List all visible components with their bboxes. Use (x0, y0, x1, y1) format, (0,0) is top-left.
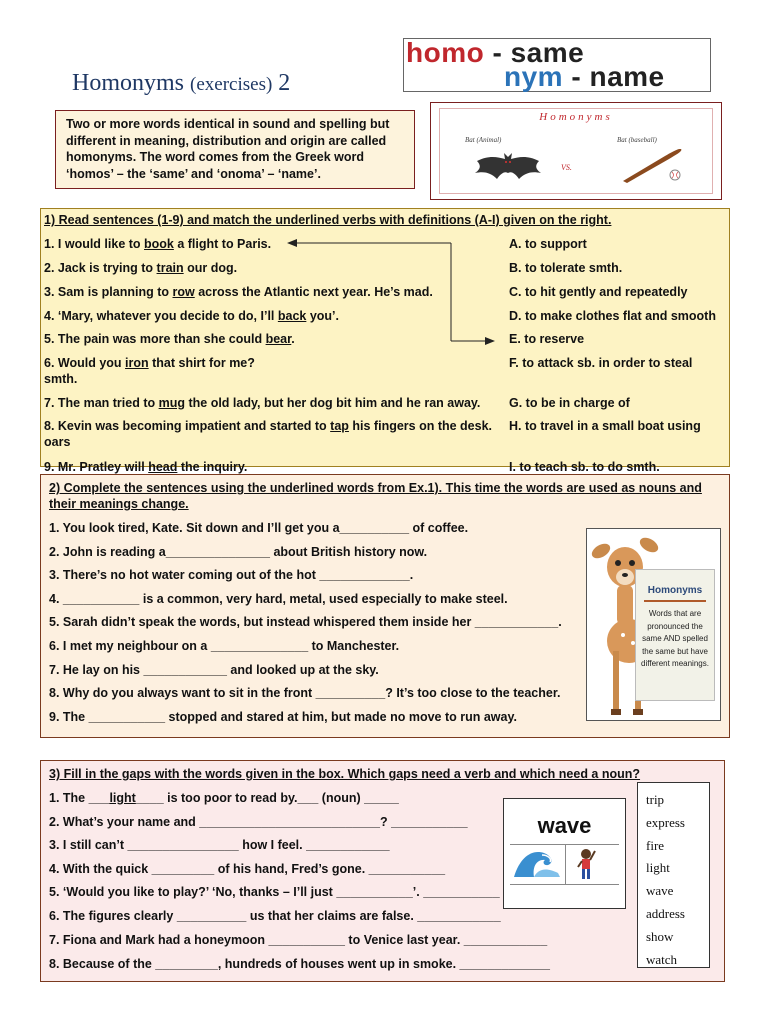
ex1-definition-a: A. to support (509, 237, 587, 251)
vs-label: VS. (561, 163, 572, 172)
ex2-sentence-3: 3. There’s no hot water coming out of the hot _____________. (49, 568, 414, 582)
ex3-sentence-8: 8. Because of the _________, hundreds of houses went up in smoke. _____________ (49, 957, 550, 971)
ocean-wave-icon (512, 847, 562, 881)
ex1-word-iron: iron (125, 356, 149, 370)
logo-homo: homo (406, 37, 485, 68)
homo-nym-logo (403, 38, 711, 92)
ex3-sentence-2: 2. What’s your name and __________________________? ___________ (49, 815, 468, 829)
homonyms-sign (635, 569, 715, 701)
caption-bat-animal: Bat (Animal) (465, 136, 502, 144)
ex2-sentence-1: 1. You look tired, Kate. Sit down and I’ll get you a__________ of coffee. (49, 521, 469, 535)
ex2-heading-line-1: 2) Complete the sentences using the underlined words from Ex.1). This time the words are used as nouns and (49, 481, 702, 495)
ex1-word-book: book (144, 237, 174, 251)
ex1-word-row: row (172, 285, 195, 299)
title-main: Homonyms (72, 70, 191, 96)
ex1-definition-e: E. to reserve (509, 332, 585, 346)
ex2-sentence-5: 5. Sarah didn’t speak the words, but instead whispered them inside her ____________. (49, 615, 562, 629)
word-light: light (646, 860, 670, 876)
picture-title: Homonyms (539, 111, 613, 123)
word-express: express (646, 814, 685, 830)
ex1-word-tap: tap (330, 419, 349, 433)
ex3-sentence-1: 1. The ___light____ is too poor to read by.___ (noun) _____ (49, 791, 399, 805)
word-show: show (646, 928, 674, 944)
word-address: address (646, 905, 685, 921)
wave-divider-bottom (510, 884, 619, 885)
ex1-sentence-1: 1. I would like to book a flight to Paris. (44, 237, 272, 251)
page-title (72, 70, 290, 97)
word-wave: wave (646, 883, 674, 899)
ex3-sentence-4: 4. With the quick _________ of his hand, Fred’s gone. ___________ (49, 862, 446, 876)
ex3-heading: 3) Fill in the gaps with the words given in the box. Which gaps need a verb and which need a noun? (49, 767, 641, 781)
ex1-word-train: train (156, 261, 184, 275)
ex1-sentence-6-cont: smth. (44, 372, 78, 386)
ex1-sentence-4: 4. ‘Mary, whatever you decide to do, I’ll back you’. (44, 309, 340, 323)
ex3-example-word: light (109, 791, 136, 805)
intro-term: homonyms (66, 150, 133, 164)
sign-underline (644, 600, 706, 602)
word-box (637, 782, 710, 968)
waving-boy-icon (574, 847, 598, 881)
intro-definition (55, 110, 415, 189)
ex1-sentence-9: 9. Mr. Pratley will head the inquiry. (44, 460, 248, 474)
ex1-definition-d: D. to make clothes flat and smooth (509, 309, 716, 323)
ex1-sentence-8: 8. Kevin was becoming impatient and started to tap his fingers on the desk. (44, 419, 493, 433)
wave-divider-center (565, 844, 566, 884)
word-watch: watch (646, 951, 678, 967)
ex1-word-mug: mug (158, 396, 185, 410)
ex1-definition-b: B. to tolerate smth. (509, 261, 623, 275)
ex1-sentence-5: 5. The pain was more than she could bear. (44, 332, 295, 346)
intro-text-1: Two or more words identical in sound and spelling but different in meaning, distribution and origin are called (66, 117, 390, 148)
intro-text-2: . The word comes from the Greek word ‘homos’ – the ‘same’ and ‘onoma’ – ‘name’. (66, 150, 364, 181)
example-match-arrow (281, 233, 501, 351)
word-fire: fire (646, 837, 665, 853)
logo-name: - name (563, 61, 665, 92)
ex1-sentence-2: 2. Jack is trying to train our dog. (44, 261, 238, 275)
ex2-heading-line-2: their meanings change. (49, 497, 189, 511)
title-num: 2 (272, 70, 291, 96)
caption-bat-baseball: Bat (baseball) (617, 136, 657, 144)
ex1-sentence-3: 3. Sam is planning to row across the Atlantic next year. He’s mad. (44, 285, 433, 299)
ex2-sentence-7: 7. He lay on his ____________ and looked up at the sky. (49, 663, 379, 677)
ex1-sentence-6: 6. Would you iron that shirt for me? (44, 356, 255, 370)
ex1-word-back: back (277, 309, 307, 323)
ex1-word-head: head (148, 460, 178, 474)
title-paren: (exercises) (190, 74, 273, 95)
ex1-definition-g: G. to be in charge of (509, 396, 630, 410)
wave-picture (503, 798, 626, 909)
logo-line-2 (504, 61, 665, 93)
ex1-sentence-7: 7. The man tried to mug the old lady, but her dog bit him and he ran away. (44, 396, 481, 410)
baseball-bat-icon (617, 149, 697, 185)
ex3-sentence-7: 7. Fiona and Mark had a honeymoon ___________ to Venice last year. ____________ (49, 933, 548, 947)
ex1-sentence-8-cont: oars (44, 435, 71, 449)
ex1-word-bear: bear (265, 332, 292, 346)
ex3-sentence-6: 6. The figures clearly __________ us that her claims are false. ____________ (49, 909, 501, 923)
ex1-definition-f: F. to attack sb. in order to steal (509, 356, 693, 370)
ex1-definition-h: H. to travel in a small boat using (509, 419, 701, 433)
ex2-sentence-4: 4. ___________ is a common, very hard, metal, used especially to make steel. (49, 592, 508, 606)
ex1-definition-i: I. to teach sb. to do smth. (509, 460, 660, 474)
ex2-sentence-6: 6. I met my neighbour on a ______________ to Manchester. (49, 639, 400, 653)
ex1-definition-c: C. to hit gently and repeatedly (509, 285, 688, 299)
wave-title: wave (537, 813, 592, 838)
sign-body: Words that are pronounced the same AND spelled the same but have different meanings. (641, 609, 709, 668)
bat-picture (430, 102, 722, 200)
word-trip: trip (646, 792, 665, 807)
deer-homonyms-illustration (586, 528, 721, 721)
sign-title: Homonyms (647, 585, 703, 596)
exercise-1 (40, 208, 730, 474)
bat-animal-icon (467, 151, 549, 185)
logo-nym: nym (504, 61, 564, 92)
ex3-sentence-5: 5. ‘Would you like to play?’ ‘No, thanks – I’ll just ___________’. ___________ (49, 885, 500, 899)
ex2-sentence-8: 8. Why do you always want to sit in the front __________? It’s too close to the teacher. (49, 686, 561, 700)
ex2-sentence-9: 9. The ___________ stopped and stared at him, but made no move to run away. (49, 710, 517, 724)
ex2-sentence-2: 2. John is reading a_______________ about British history now. (49, 545, 428, 559)
ex3-sentence-3: 3. I still can’t ________________ how I feel. ____________ (49, 838, 390, 852)
logo-same: - same (484, 37, 585, 68)
ex1-heading: 1) Read sentences (1-9) and match the underlined verbs with definitions (A-I) given on the right. (44, 213, 612, 227)
